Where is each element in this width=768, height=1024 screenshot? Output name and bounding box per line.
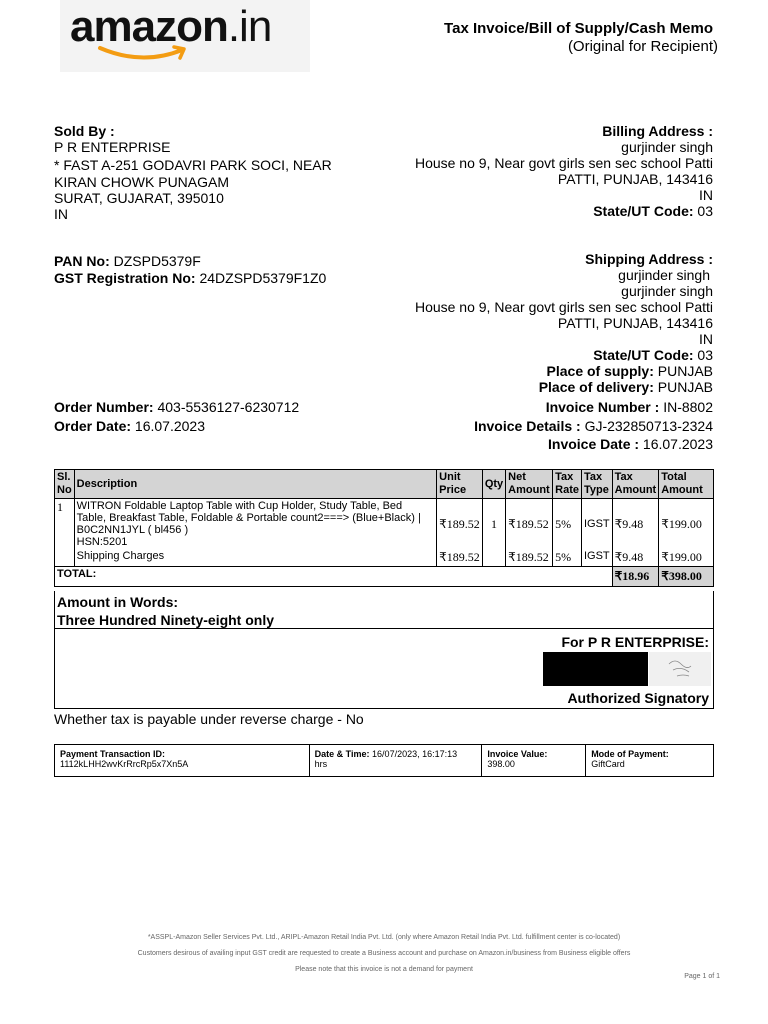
payment-datetime: 16/07/2023, 16:17:13 [372,749,458,759]
shipping-unit-price: ₹189.52 [437,549,483,567]
amount-in-words-box [54,591,714,629]
header-net-amount: Net Amount [506,470,553,499]
shipping-address-label: Shipping Address : [585,251,713,267]
seller-address-line-3: SURAT, GUJARAT, 395010 [54,190,224,206]
header-unit-price: Unit Price [437,470,483,499]
payment-transaction-label: Payment Transaction ID: [60,749,166,759]
header-tax-type: Tax Type [581,470,612,499]
payment-mode: GiftCard [591,759,625,769]
signature-scribble-icon [649,652,711,686]
table-row [55,499,714,550]
amazon-logo: amazon.in [70,2,272,51]
item-tax-amount: ₹9.48 [612,499,659,550]
shipping-address-line-2: PATTI, PUNJAB, 143416 [557,315,713,331]
payment-transaction-cell [55,745,310,777]
pan-number: PAN No: DZSPD5379F [54,253,201,269]
shipping-qty [482,549,505,567]
shipping-total-amount: ₹199.00 [659,549,714,567]
header-sl-no: Sl. No [55,470,75,499]
seller-address-line-1: * FAST A-251 GODAVRI PARK SOCI, NEAR [54,157,332,173]
shipping-country: IN [699,331,713,347]
item-net-amount: ₹189.52 [506,499,553,550]
seller-country: IN [54,206,68,222]
invoice-subtitle: (Original for Recipient) [567,38,718,55]
gst-registration-number: GST Registration No: 24DZSPD5379F1Z0 [54,270,327,286]
billing-address-line-2: PATTI, PUNJAB, 143416 [557,171,713,187]
item-sl-no: 1 [55,499,75,567]
for-seller-label: For P R ENTERPRISE: [561,634,709,650]
payment-datetime-label: Date & Time: [314,749,370,759]
header-tax-rate: Tax Rate [553,470,582,499]
invoice-value-cell [482,745,586,777]
signature-image [649,652,711,686]
redacted-block [543,652,648,686]
billing-address-line-1: House no 9, Near govt girls sen sec school Patti [414,155,713,171]
item-hsn: HSN:5201 [76,536,128,548]
invoice-date: Invoice Date : 16.07.2023 [548,436,713,452]
table-row [55,549,714,567]
header-tax-amount: Tax Amount [612,470,659,499]
item-total-amount: ₹199.00 [659,499,714,550]
order-date: Order Date: 16.07.2023 [54,418,205,434]
item-tax-type: IGST [581,499,612,550]
item-unit-price: ₹189.52 [437,499,483,550]
page-number: Page 1 of 1 [684,973,720,980]
amount-in-words-value: Three Hundred Ninety-eight only [57,612,275,628]
shipping-name-2: gurjinder singh [621,283,713,299]
shipping-address-line-1: House no 9, Near govt girls sen sec school Patti [414,299,713,315]
table-row [55,745,714,777]
billing-state-code: State/UT Code: 03 [593,203,713,219]
invoice-value: 398.00 [487,759,515,769]
shipping-tax-rate: 5% [553,549,582,567]
reverse-charge-note: Whether tax is payable under reverse charge - No [54,711,364,727]
sold-by-label: Sold By : [54,123,115,139]
footer-line-3: Please note that this invoice is not a demand for payment [295,966,473,973]
footer-line-1: *ASSPL-Amazon Seller Services Pvt. Ltd., ARIPL-Amazon Retail India Pvt. Ltd. (only where Amazon Retail India Pvt. Ltd. fulfillment center is co-located) [147,934,621,941]
payment-mode-cell [586,745,714,777]
place-of-supply: Place of supply: PUNJAB [546,363,713,379]
payment-datetime-unit: hrs [314,759,328,769]
payment-mode-label: Mode of Payment: [591,749,669,759]
item-description-text: WITRON Foldable Laptop Table with Cup Holder, Study Table, Bed Table, Breakfast Table, Foldable & Portable count2===> (Blue+Black) | B0C2NN1JYL ( bl456 ) [76,500,421,536]
table-header-row [55,470,714,499]
billing-name: gurjinder singh [621,139,713,155]
invoice-items-table [54,469,714,587]
footer-line-2: Customers desirous of availing input GST credit are requested to create a Business account and purchase on Amazon.in/business from Business eligible offers [137,950,631,957]
total-tax-amount: ₹18.96 [612,567,659,587]
header-qty: Qty [482,470,505,499]
shipping-charges-label: Shipping Charges [74,549,437,567]
place-of-delivery: Place of delivery: PUNJAB [538,379,713,395]
amount-in-words-label: Amount in Words: [57,594,179,610]
shipping-tax-amount: ₹9.48 [612,549,659,567]
payment-transaction-id: 1112kLHH2wvKrRrcRp5x7Xn5A [60,759,189,769]
invoice-value-label: Invoice Value: [487,749,548,759]
authorized-signatory-label: Authorized Signatory [567,690,709,706]
header-total-amount: Total Amount [659,470,714,499]
shipping-tax-type: IGST [581,549,612,567]
billing-country: IN [699,187,713,203]
header-description: Description [74,470,437,499]
item-qty: 1 [482,499,505,550]
item-tax-rate: 5% [553,499,582,550]
shipping-net-amount: ₹189.52 [506,549,553,567]
table-total-row [55,567,714,587]
payment-datetime-cell [309,745,482,777]
seller-address-line-2: KIRAN CHOWK PUNAGAM [54,174,230,190]
payment-info-table [54,744,714,777]
shipping-state-code: State/UT Code: 03 [593,347,713,363]
invoice-title: Tax Invoice/Bill of Supply/Cash Memo [444,20,713,37]
invoice-number: Invoice Number : IN-8802 [545,399,713,415]
invoice-details: Invoice Details : GJ-232850713-2324 [474,418,713,434]
order-number: Order Number: 403-5536127-6230712 [54,399,300,415]
shipping-name-1: gurjinder singh [618,267,710,283]
total-amount: ₹398.00 [659,567,714,587]
seller-name: P R ENTERPRISE [54,139,171,155]
amazon-smile-icon [96,44,192,64]
billing-address-label: Billing Address : [602,123,713,139]
item-description [74,499,437,550]
total-label: TOTAL: [55,567,613,587]
